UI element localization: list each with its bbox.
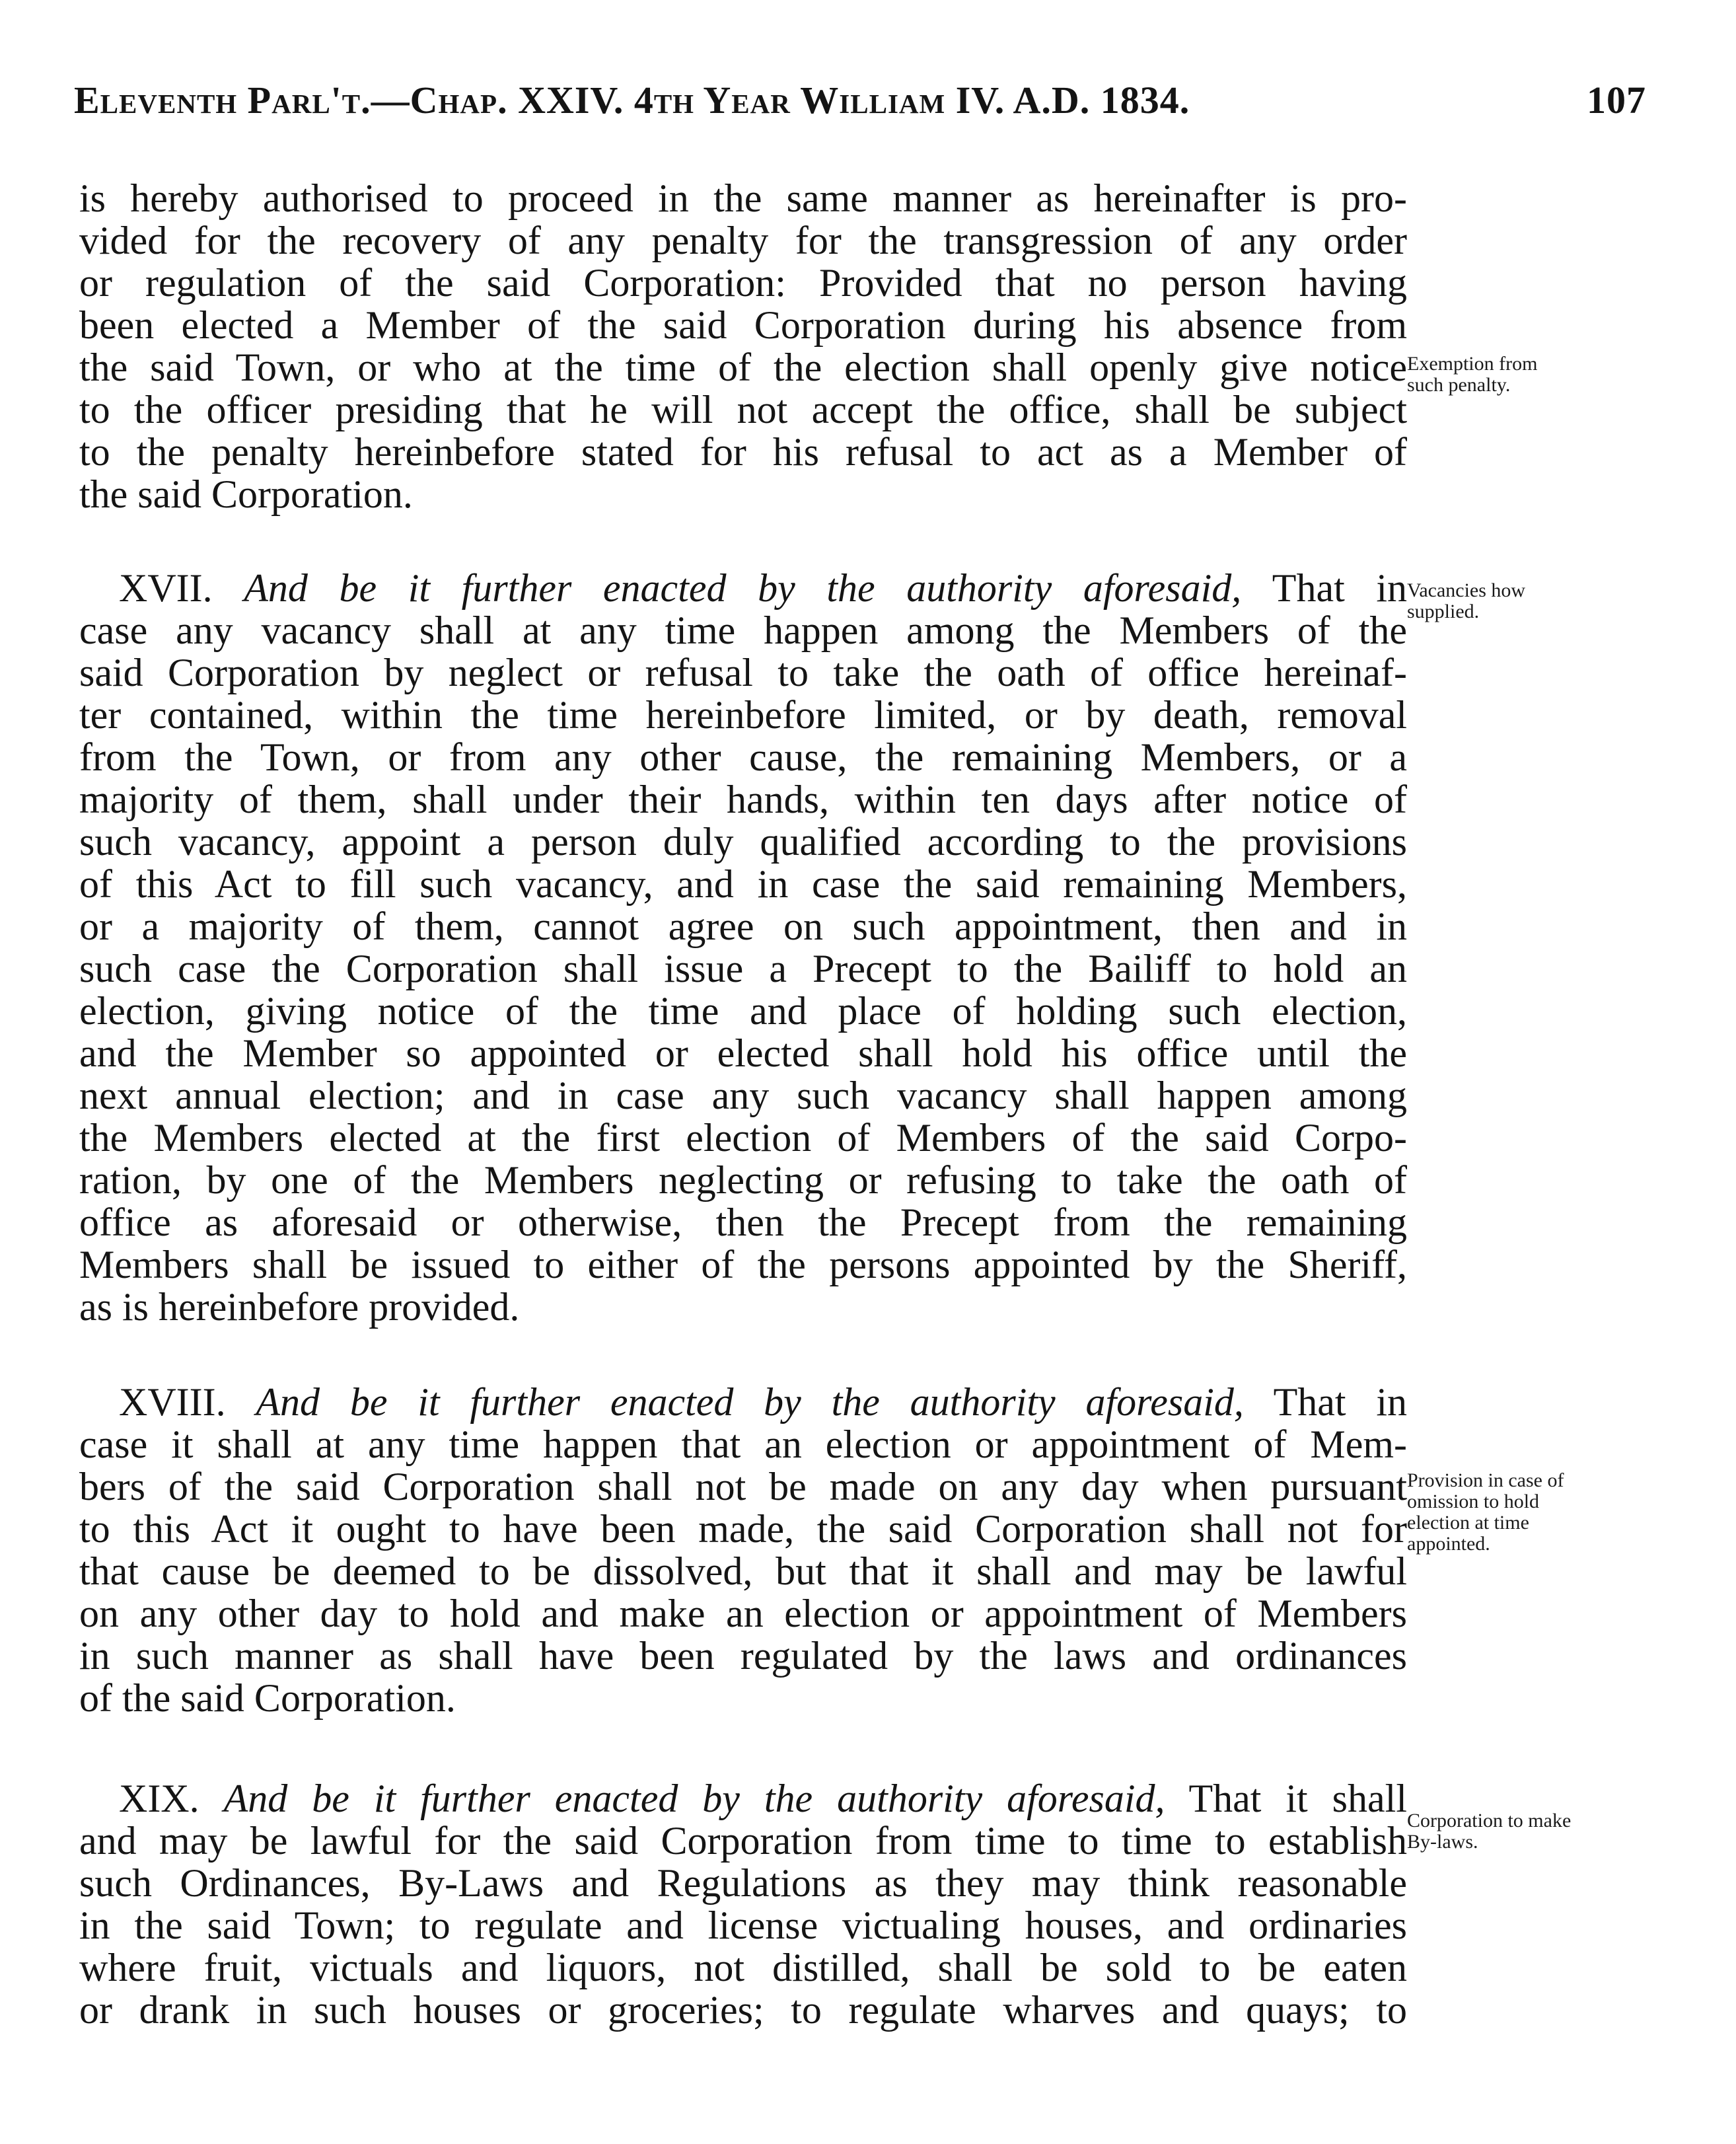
margin-note-line: Exemption from xyxy=(1407,353,1538,375)
text-line: of this Act to fill such vacancy, and in case the said remaining Members, xyxy=(79,862,1407,906)
enacting-clause: And be it further enacted by the authority aforesaid, xyxy=(256,1380,1244,1424)
text-line: case any vacancy shall at any time happen among the Members of the xyxy=(79,609,1407,652)
text-line: bers of the said Corporation shall not be made on any day when pursuant xyxy=(79,1465,1407,1508)
running-title: Eleventh Parl't.—Chap. XXIV. 4th Year William IV. A.D. 1834. xyxy=(74,79,1190,122)
text-line: that cause be deemed to be dissolved, but that it shall and may be lawful xyxy=(79,1549,1407,1593)
margin-note-vacancies xyxy=(1407,580,1658,622)
text-line: from the Town, or from any other cause, the remaining Members, or a xyxy=(79,735,1407,779)
text-line: the said Town, or who at the time of the election shall openly give notice xyxy=(79,346,1407,389)
text-line: office as aforesaid or otherwise, then the Precept from the remaining xyxy=(79,1201,1407,1244)
text-line: or drank in such houses or groceries; to regulate wharves and quays; to xyxy=(79,1988,1407,2032)
text-line: and may be lawful for the said Corporation from time to time to establish xyxy=(79,1819,1407,1863)
margin-note-line: Vacancies how xyxy=(1407,579,1526,601)
margin-note-line: appointed. xyxy=(1407,1533,1490,1555)
text-line: vided for the recovery of any penalty for the transgression of any order xyxy=(79,219,1407,262)
text-line: in the said Town; to regulate and license victualing houses, and ordinaries xyxy=(79,1904,1407,1947)
text-line: election, giving notice of the time and place of holding such election, xyxy=(79,989,1407,1033)
text-line: such Ordinances, By-Laws and Regulations as they may think reasonable xyxy=(79,1861,1407,1905)
margin-note-line: supplied. xyxy=(1407,601,1480,622)
text-line: such vacancy, appoint a person duly qualified according to the provisions xyxy=(79,820,1407,864)
section-xviii xyxy=(79,1381,1407,1719)
enacting-clause: And be it further enacted by the authority aforesaid, xyxy=(244,566,1242,610)
text-line: of the said Corporation. xyxy=(79,1676,456,1720)
margin-note-line: election at time xyxy=(1407,1512,1529,1534)
margin-note-provision xyxy=(1407,1470,1658,1555)
text-line: to this Act it ought to have been made, the said Corporation shall not for xyxy=(79,1507,1407,1551)
text-line: or regulation of the said Corporation: Provided that no person having xyxy=(79,261,1407,305)
text-line: That it shall xyxy=(1188,1777,1407,1820)
margin-note-bylaws xyxy=(1407,1810,1658,1853)
page-number: 107 xyxy=(1587,79,1646,122)
text-line: the said Corporation. xyxy=(79,472,413,516)
text-line: ter contained, within the time hereinbefore limited, or by death, removal xyxy=(79,693,1407,737)
section-first-line xyxy=(79,1777,1407,1820)
text-line: said Corporation by neglect or refusal to take the oath of office hereinaf- xyxy=(79,651,1407,694)
text-line: the Members elected at the first election of Members of the said Corpo- xyxy=(79,1116,1407,1160)
text-line: and the Member so appointed or elected shall hold his office until the xyxy=(79,1031,1407,1075)
section-first-line xyxy=(79,1381,1407,1423)
text-line: case it shall at any time happen that an election or appointment of Mem- xyxy=(79,1423,1407,1466)
text-line: been elected a Member of the said Corporation during his absence from xyxy=(79,303,1407,347)
text-line: Members shall be issued to either of the persons appointed by the Sheriff, xyxy=(79,1243,1407,1286)
text-line: next annual election; and in case any such vacancy shall happen among xyxy=(79,1074,1407,1117)
text-line: on any other day to hold and make an election or appointment of Members xyxy=(79,1592,1407,1635)
section-number: XVII. xyxy=(119,566,213,610)
text-line: or a majority of them, cannot agree on such appointment, then and in xyxy=(79,905,1407,948)
section-xvii xyxy=(79,567,1407,1328)
section-number: XVIII. xyxy=(119,1380,226,1424)
text-line: in such manner as shall have been regulated by the laws and ordinances xyxy=(79,1634,1407,1678)
enacting-clause: And be it further enacted by the authority aforesaid, xyxy=(223,1777,1165,1820)
text-line: to the officer presiding that he will not accept the office, shall be subject xyxy=(79,388,1407,431)
text-line: That in xyxy=(1272,566,1408,610)
text-line: to the penalty hereinbefore stated for his refusal to act as a Member of xyxy=(79,430,1407,474)
paragraph-continuation xyxy=(79,177,1407,515)
margin-note-line: By-laws. xyxy=(1407,1831,1478,1853)
text-line: majority of them, shall under their hands, within ten days after notice of xyxy=(79,778,1407,821)
margin-note-line: Corporation to make xyxy=(1407,1810,1572,1831)
text-line: is hereby authorised to proceed in the same manner as hereinafter is pro- xyxy=(79,176,1407,220)
text-line: as is hereinbefore provided. xyxy=(79,1285,520,1329)
margin-note-line: Provision in case of xyxy=(1407,1469,1564,1491)
text-line: such case the Corporation shall issue a Precept to the Bailiff to hold an xyxy=(79,947,1407,990)
margin-note-line: omission to hold xyxy=(1407,1491,1540,1512)
running-header xyxy=(74,78,1646,137)
text-line: ration, by one of the Members neglecting or refusing to take the oath of xyxy=(79,1158,1407,1202)
section-number: XIX. xyxy=(119,1777,199,1820)
section-xix xyxy=(79,1777,1407,2031)
text-line: That in xyxy=(1273,1380,1408,1424)
margin-note-line: such penalty. xyxy=(1407,374,1511,396)
text-line: where fruit, victuals and liquors, not distilled, shall be sold to be eaten xyxy=(79,1946,1407,1989)
section-first-line xyxy=(79,567,1407,609)
margin-note-exemption xyxy=(1407,353,1658,396)
